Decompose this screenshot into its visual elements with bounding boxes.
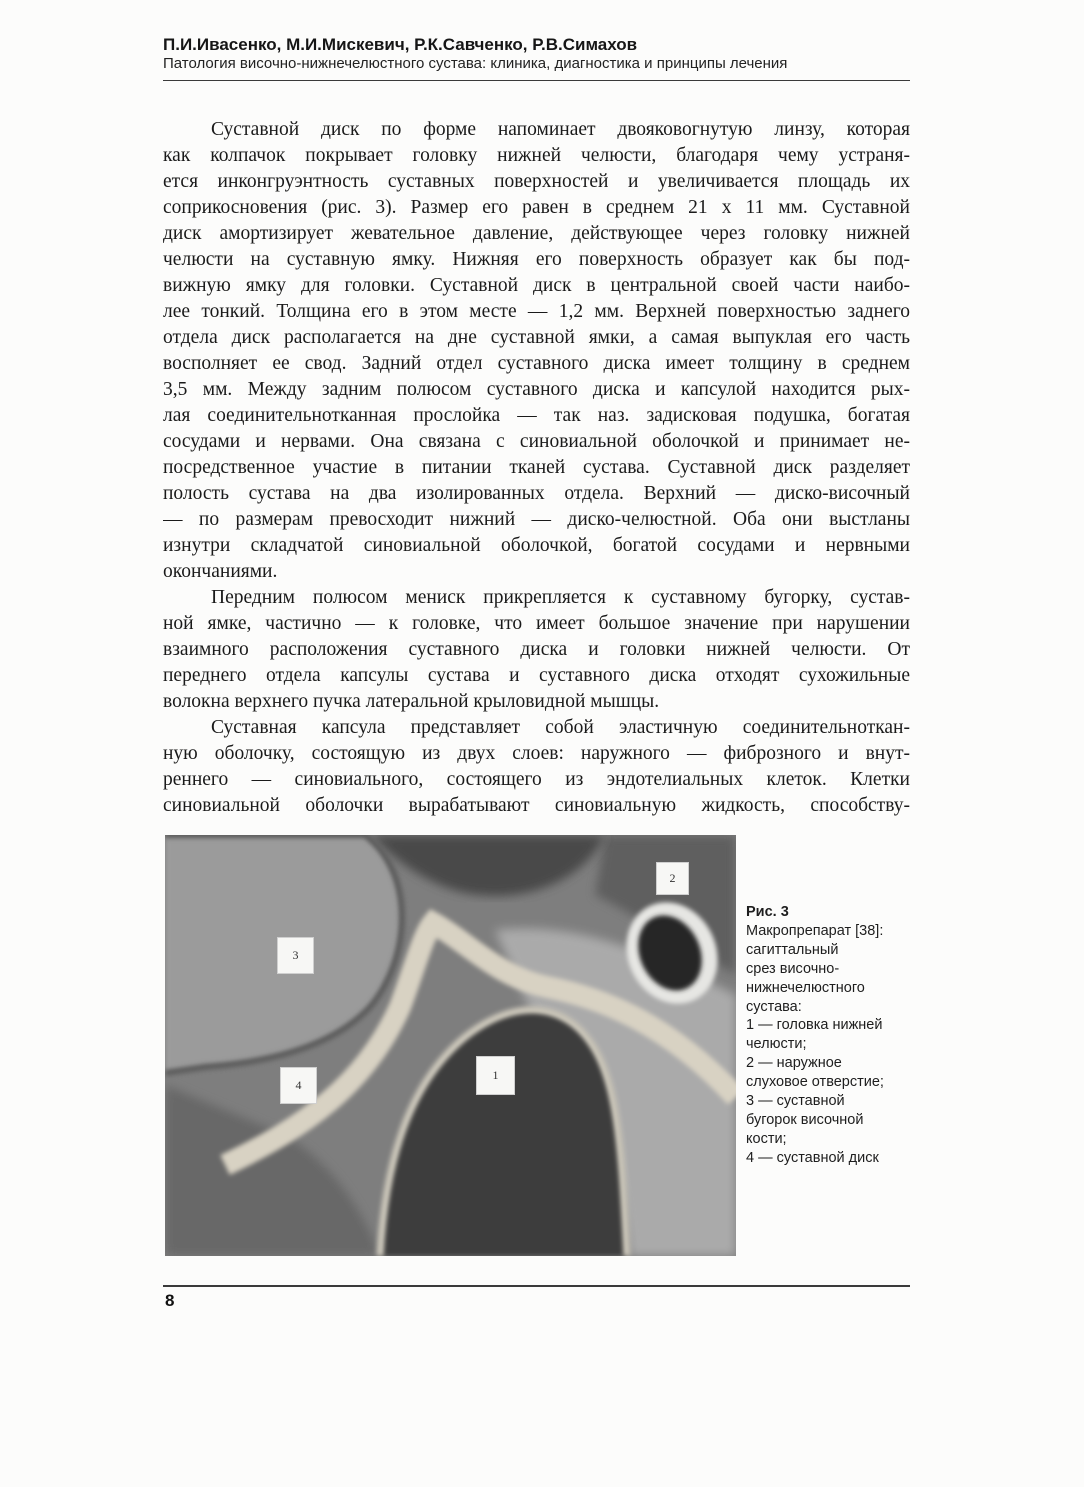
- caption-line: 4 — суставной диск: [746, 1149, 879, 1166]
- caption-line: слуховое отверстие;: [746, 1074, 884, 1091]
- text-line: посредственное участие в питании тканей сустава. Суставной диск разделяет: [163, 457, 910, 478]
- caption-line: 1 — головка нижней: [746, 1017, 883, 1034]
- text-line: Суставной диск по форме напоминает двояковогнутую линзу, которая: [211, 119, 910, 140]
- header-rule: [163, 80, 910, 81]
- figure-label-4: 4: [280, 1067, 317, 1104]
- caption-line: срез височно-: [746, 960, 840, 977]
- caption-line: челюсти;: [746, 1036, 807, 1053]
- text-line: реннего — синовиального, состоящего из эндотелиальных клеток. Клетки: [163, 769, 910, 790]
- text-line: полость сустава на два изолированных отдела. Верхний — диско-височный: [163, 483, 910, 504]
- paragraph: [163, 117, 910, 585]
- figure-label-1: 1: [476, 1056, 515, 1095]
- text-line: ной ямке, частично — к головке, что имеет большое значение при нарушении: [163, 613, 910, 634]
- text-line: взаимного расположения суставного диска и головки нижней челюсти. От: [163, 639, 910, 660]
- text-line: диск амортизирует жевательное давление, действующее через головку нижней: [163, 223, 910, 244]
- caption-line: сустава:: [746, 998, 802, 1015]
- page-number: 8: [165, 1291, 175, 1310]
- caption-line: 3 — суставной: [746, 1093, 845, 1110]
- caption-body: [746, 922, 916, 1168]
- text-line: вижную ямку для головки. Суставной диск в центральной своей части наибо-: [163, 275, 910, 296]
- text-line: отдела диск располагается на дне суставной ямки, а самая выпуклая его часть: [163, 327, 910, 348]
- paragraph: [163, 585, 910, 715]
- figure-photo: [165, 835, 736, 1256]
- caption-line: сагиттальный: [746, 941, 839, 958]
- caption-line: нижнечелюстного: [746, 979, 865, 996]
- figure-label-2: 2: [656, 862, 689, 895]
- text-line: соприкосновения (рис. 3). Размер его равен в среднем 21 х 11 мм. Суставной: [163, 197, 910, 218]
- caption-line: Макропрепарат [38]:: [746, 922, 884, 939]
- text-line: сосудами и нервами. Она связана с синовиальной оболочкой и принимает не-: [163, 431, 910, 452]
- text-line: изнутри складчатой синовиальной оболочкой, богатой сосудами и нервными: [163, 535, 910, 556]
- text-line: лее тонкий. Толщина его в этом месте — 1,2 мм. Верхней поверхностью заднего: [163, 301, 910, 322]
- body-text: [163, 117, 910, 819]
- text-line: переднего отдела капсулы сустава и суставного диска отходят сухожильные: [163, 665, 910, 686]
- paragraph: [163, 715, 910, 819]
- text-line: ную оболочку, состоящую из двух слоев: наружного — фиброзного и внут-: [163, 743, 910, 764]
- caption-line: кости;: [746, 1130, 787, 1147]
- caption-line: 2 — наружное: [746, 1055, 842, 1072]
- text-line: челюсти на суставную ямку. Нижняя его поверхность образует как бы под-: [163, 249, 910, 270]
- figure-label-3: 3: [277, 937, 314, 974]
- header-authors: П.И.Ивасенко, М.И.Мискевич, Р.К.Савченко, Р.В.Симахов: [163, 35, 638, 54]
- text-line: Суставная капсула представляет собой эластичную соединительноткан-: [211, 717, 910, 738]
- text-line: — по размерам превосходит нижний — диско-челюстной. Оба они выстланы: [163, 509, 910, 530]
- figure-caption: [746, 903, 916, 1168]
- text-line: окончаниями.: [163, 561, 278, 582]
- text-line: как колпачок покрывает головку нижней челюсти, благодаря чему устраня-: [163, 145, 910, 166]
- footer-rule: [163, 1285, 910, 1287]
- header-book-title: Патология височно-нижнечелюстного сустава: клиника, диагностика и принципы лечения: [163, 55, 788, 72]
- text-line: синовиальной оболочки вырабатывают синовиальную жидкость, способству-: [163, 795, 910, 816]
- text-line: 3,5 мм. Между задним полюсом суставного диска и капсулой находится рых-: [163, 379, 910, 400]
- caption-title: Рис. 3: [746, 904, 789, 920]
- caption-line: бугорок височной: [746, 1111, 864, 1128]
- tmj-sagittal-section-image: [165, 835, 736, 1256]
- text-line: восполняет ее свод. Задний отдел суставного диска имеет толщину в среднем: [163, 353, 910, 374]
- text-line: ется инконгруэнтность суставных поверхностей и увеличивается площадь их: [163, 171, 910, 192]
- text-line: волокна верхнего пучка латеральной крыловидной мышцы.: [163, 691, 660, 712]
- text-line: лая соединительнотканная прослойка — так наз. задисковая подушка, богатая: [163, 405, 910, 426]
- text-line: Передним полюсом мениск прикрепляется к суставному бугорку, сустав-: [211, 587, 910, 608]
